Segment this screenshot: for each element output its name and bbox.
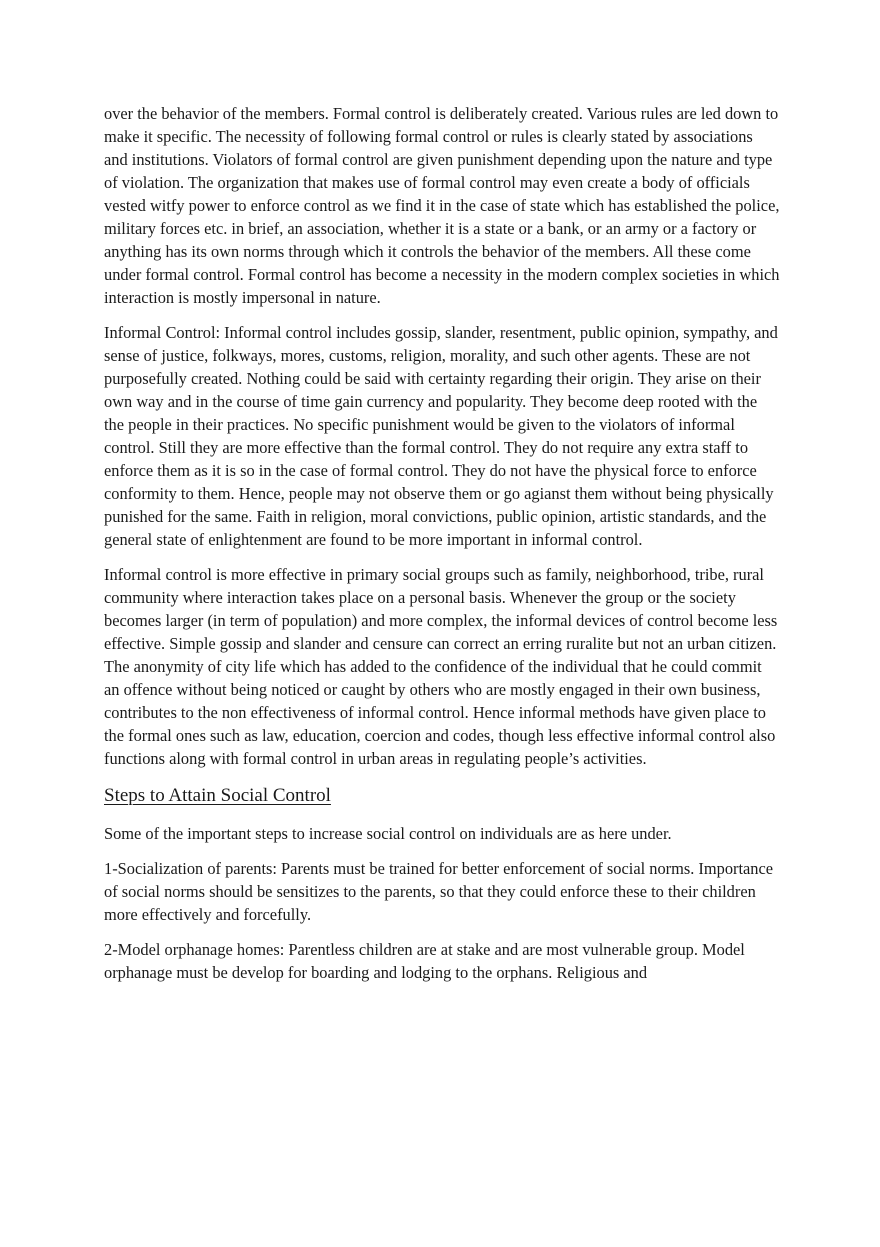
paragraph-step-2: 2-Model orphanage homes: Parentless children are at stake and are most vulnerable group. Model orphanage must be develop for boarding and lodging to the orphans. Religious and [104, 940, 745, 982]
section-heading [104, 784, 780, 808]
paragraph-informal-effectiveness: Informal control is more effective in primary social groups such as family, neighborhood, tribe, rural community where interaction takes place on a personal basis. Whenever the group or the society becomes larger (in term of population) and more complex, the informal devices of control become less effective. Simple gossip and slander and censure can correct an erring ruralite but not an urban citizen. The anonymity of city life which has added to the confidence of the individual that he could commit an offence without being noticed or caught by others who are mostly engaged in their own business, contributes to the non effectiveness of informal control. Hence informal methods have given place to the formal ones such as law, education, coercion and codes, though less effective informal control also functions along with formal control in urban areas in regulating people’s activities. [104, 565, 778, 768]
document-page [104, 102, 780, 996]
paragraph-formal-control: over the behavior of the members. Formal control is deliberately created. Various rules are led down to make it specific. The necessity of following formal control or rules is clearly stated by associations and institutions. Violators of formal control are given punishment depending upon the nature and type of violation. The organization that makes use of formal control may even create a body of officials vested witfy power to enforce control as we find it in the case of state which has established the police, military forces etc. in brief, an association, whether it is a state or a bank, or an army or a factory or anything has its own norms through which it controls the behavior of the members. All these come under formal control. Formal control has become a necessity in the modern complex societies in which interaction is mostly impersonal in nature. [104, 104, 780, 307]
paragraph-step-1: 1-Socialization of parents: Parents must be trained for better enforcement of social norms. Importance of social norms should be sensitizes to the parents, so that they could enforce these to their children more effectively and forcefully. [104, 859, 774, 924]
section-heading-text: Steps to Attain Social Control [104, 785, 331, 806]
paragraph-steps-intro: Some of the important steps to increase social control on individuals are as here under. [104, 824, 672, 843]
paragraph-informal-control: Informal Control: Informal control includes gossip, slander, resentment, public opinion, sympathy, and sense of justice, folkways, mores, customs, religion, morality, and such other agents. These are not purposefully created. Nothing could be said with certainty regarding their origin. They arise on their own way and in the course of time gain currency and popularity. They become deep rooted with the the people in their practices. No specific punishment would be given to the violators of informal control. Still they are more effective than the formal control. They do not require any extra staff to enforce them as it is so in the case of formal control. They do not have the physical force to enforce conformity to them. Hence, people may not observe them or go agianst them without being physically punished for the same. Faith in religion, moral convictions, public opinion, artistic standards, and the general state of enlightenment are found to be more important in informal control. [104, 323, 778, 549]
